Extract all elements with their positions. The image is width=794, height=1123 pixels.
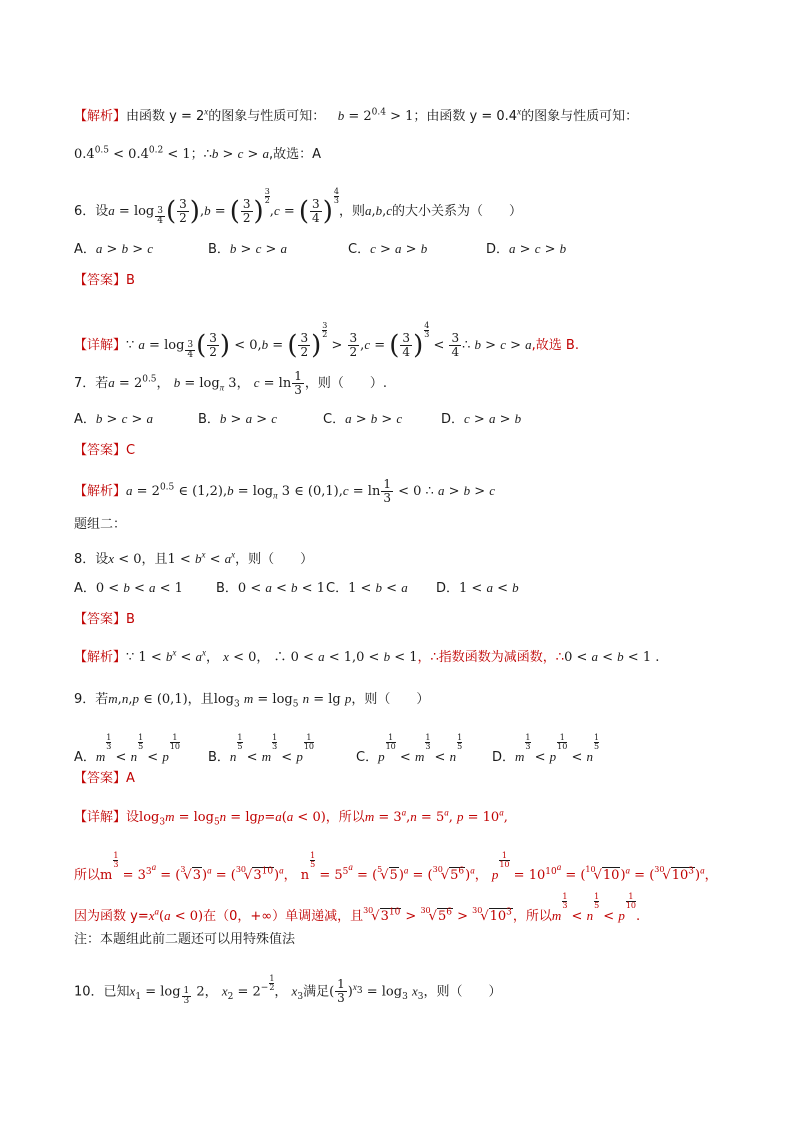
q9-so-text: 所以 [74,868,101,883]
q6-question: 6．设a = log $_{\frac{3}{4}}$ ( $\frac{3}{2}$ ),b = ( $\frac{3}{2}$ ) $\frac{3}{2}$ ,c = ( $\frac{3}{4}$ ) $\frac{4}{3}$ ，则a,b,c的大小关系为（ ） [74,187,523,227]
q9-option-a: A．m $\frac{1}{3}$ < n $\frac{1}{5}$ < p $\frac{1}{10}$ [74,733,181,765]
q5-analysis-text: 的图象与性质可知： [208,109,326,124]
q7-option-d: D．c > a > b [441,411,522,427]
q10-text: ，则（ ） [423,984,502,1000]
analysis-label: 【解析】 [74,109,127,124]
q9-because-text: 因为函数 y= [74,909,149,924]
q8-number: 8．设 [74,552,109,567]
q5-conclusion: ,故选：A [269,147,322,162]
q8-analysis: 【解析】∵ $1 < b^x < a^x$， x < 0， ∴ 0 < a < 1,0 < b < 1，∴指数函数为减函数，∴0 < a < b < 1 . [74,647,660,665]
q5-inequality-b: b [337,108,345,123]
q8-option-d: D．1 < a < b [436,580,519,596]
q9-option-c: C．p $\frac{1}{10}$ < m $\frac{1}{3}$ < n $\frac{1}{5}$ [356,733,463,765]
answer-label: 【答案】 [74,771,127,786]
group-2-heading: 题组二： [74,517,127,532]
q6-answer-value: B [126,273,135,288]
answer-label: 【答案】 [74,273,127,288]
q8-option-a: A．0 < b < a < 1 [74,580,183,596]
q6-answer [74,272,135,290]
detail-label: 【详解】 [74,810,127,825]
q9-answer [74,770,135,788]
q6-option-c: C．c > a > b [348,241,428,257]
q9-detail-text: 设 [126,810,140,825]
q5-analysis-line-2: $0.4^{0.5} < 0.4^{0.2} < 1$；∴b > c > a,故选：A [74,145,322,162]
q10-text: 满足 [303,984,330,1000]
q7-option-c: C．a > b > c [323,411,403,427]
q6-number: 6．设 [74,204,109,219]
q9-because-text: ，所以 [512,909,552,924]
q9-because-line: 因为函数 $y=x^a(a < 0)$在（0，+∞）单调递减，且$^{30}√3^{10} > ^{30}√5^6 > ^{30}√10^3$，所以m $\frac{1}{3}$ < n $\frac{1}{5}$ < p $\frac{1}{10}$ . [74,892,641,924]
q6-option-b: B．b > c > a [208,241,288,257]
q7-number: 7．若 [74,376,109,391]
q8-analysis-text: ，∴指数函数为减函数，∴ [417,650,565,665]
q6-text: 的大小关系为（ ） [392,204,523,219]
q9-answer-value: A [126,771,135,786]
q7-text: ，则（ ）. [304,376,387,391]
q8-text: ，且 [141,552,168,567]
q9-so-line: 所以m $\frac{1}{3}$ = $3^{3^a} = (^3√3)^a = (^{30}√3^{10})^a$， n $\frac{1}{5}$ = $5^{5^a} = (^5√5)^a = (^{30}√5^6)^a$， p $\frac{1}{10}$ = $10^{10^a} = (^{10}√10)^a = (^{30}√10^3)^a$， [74,851,718,883]
q5-analysis-text: ；由函数 y = 0.4 [413,109,518,124]
q9-number: 9．若 [74,692,109,707]
q9-detail-text: ，所以 [325,810,365,825]
q9-options [74,734,599,767]
analysis-label: 【解析】 [74,650,127,665]
q9-text: ，则（ ） [351,692,430,707]
q9-option-b: B．n $\frac{1}{5}$ < m $\frac{1}{3}$ < p $\frac{1}{10}$ [208,733,315,765]
q9-detail: 【详解】设$\log_3m = \log_5n = \lg p=a(a < 0)$，所以$m = 3^a,n = 5^a$, $p = 10^a$, [74,807,508,828]
q8-answer-value: B [126,612,135,627]
q5-analysis-text: 由函数 y = 2 [126,109,205,124]
q8-answer [74,611,135,629]
q5-analysis-text: 的图象与性质可知： [521,109,639,124]
q7-option-b: B．b > a > c [198,411,278,427]
q6-detail-conclusion: ,故选 B. [531,338,579,353]
q9-text: ，且 [187,692,214,707]
q7-options [74,410,521,429]
q10-question: 10．已知$x_1 = \log$ $_{\frac{1}{3}}$ 2， $x_2 = 2^{- \frac{1}{2}}$ ， $x_3$满足( $\frac{1}{3}$ )$^{x_3} = \log_3 x_3$，则（ ） [74,974,502,1006]
answer-label: 【答案】 [74,443,127,458]
q6-detail: 【详解】∵ a = log $_{\frac{3}{4}}$ ( $\frac{3}{2}$ ) < 0,b = ( $\frac{3}{2}$ ) $\frac{3}{2}$ > $\frac{3}{2}$ ,c = ( $\frac{3}{4}$ ) $\frac{4}{3}$ < $\frac{3}{4}$ ∴ b > c > a,故选 B. [74,321,579,361]
q10-number: 10．已知 [74,984,130,1000]
q6-option-d: D．a > c > b [486,241,567,257]
q7-answer [74,442,135,460]
detail-label: 【详解】 [74,338,127,353]
q6-text: ，则 [338,204,365,219]
answer-label: 【答案】 [74,612,127,627]
q8-options [74,579,519,598]
q9-question: 9．若m,n,p ∈ (0,1)，且$\log_3 m = \log_5 n = \lg p$，则（ ） [74,691,430,710]
q5-text: ；∴ [190,147,212,162]
analysis-label: 【解析】 [74,484,127,499]
q6-options [74,240,566,259]
q6-option-a: A．a > b > c [74,241,154,257]
q9-option-d: D．m $\frac{1}{3}$ < p $\frac{1}{10}$ < n $\frac{1}{5}$ [492,733,600,765]
q7-question: 7．若$a = 2^{0.5}$， $b = \log_\pi 3$， c = ln $\frac{1}{3}$ ，则（ ）. [74,369,387,397]
q8-option-b: B．0 < a < b < 1 [216,580,325,596]
q8-option-c: C．1 < b < a [326,580,408,596]
q5-analysis-line-1: 【解析】由函数 $y = 2^x$的图象与性质可知： $b = 2^{0.4} > 1$；由函数 $y = 0.4^x$的图象与性质可知： [74,106,639,124]
q9-note: 注：本题组此前二题还可以用特殊值法 [74,932,296,947]
q7-answer-value: C [126,443,136,458]
q7-option-a: A．b > c > a [74,411,154,427]
q8-question: 8．设x < 0，且$1 < b^x < a^x$，则（ ） [74,549,314,567]
q7-analysis: 【解析】$a = 2^{0.5}$ ∈ $(1,2),b = \log_\pi 3$ ∈ (0,1),c = ln $\frac{1}{3}$ < 0 ∴ a > b > c [74,477,496,505]
q8-text: ，则（ ） [235,552,314,567]
q9-because-text: 在（0，+∞）单调递减，且 [203,909,364,924]
